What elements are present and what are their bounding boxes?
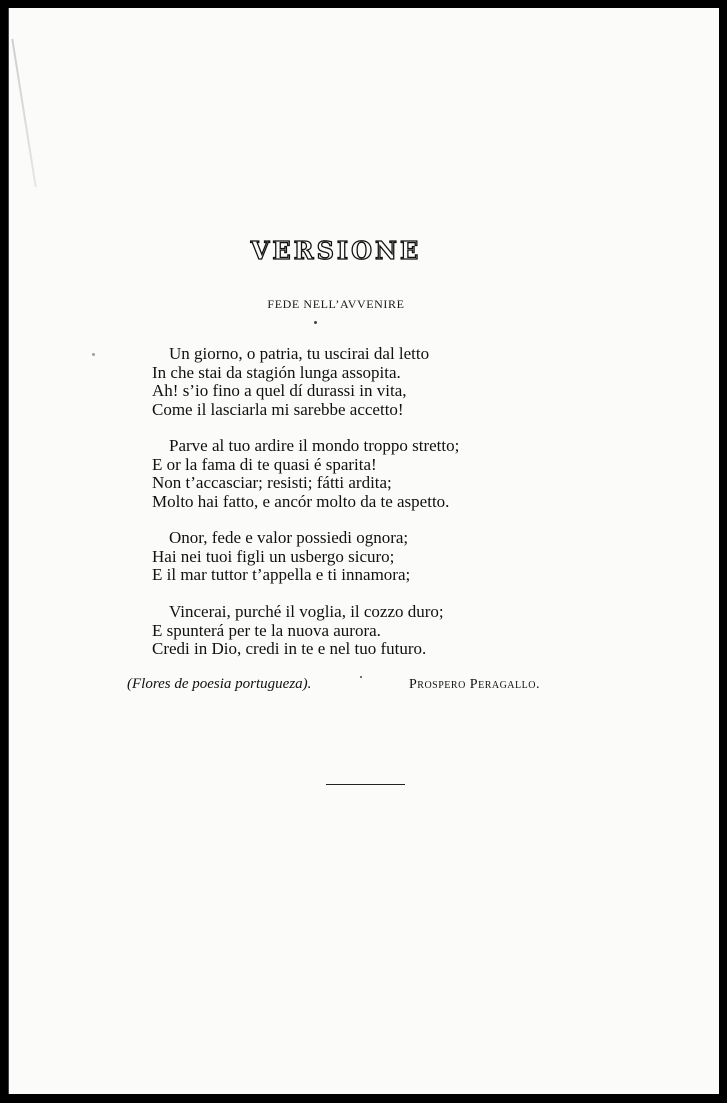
- page-crease: [11, 39, 36, 187]
- verse-line: E or la fama di te quasi é sparita!: [152, 454, 377, 474]
- verse-line: Come il lasciarla mi sarebbe accetto!: [152, 399, 404, 419]
- poem-title: VERSIONE: [250, 236, 422, 265]
- ink-speck: [360, 676, 362, 678]
- verse-line: Ah! s’io fino a quel dí durassi in vita,: [152, 381, 407, 400]
- ink-speck: [92, 353, 95, 356]
- verse-line: Onor, fede e valor possiedi ognora;: [169, 528, 409, 547]
- verse-line: Parve al tuo ardire il mondo troppo stretto;: [169, 436, 460, 455]
- verse-line: E spunterá per te la nuova aurora.: [152, 620, 381, 640]
- verse-line: Vincerai, purché il voglia, il cozzo duro;: [169, 602, 444, 621]
- verse-line: Un giorno, o patria, tu uscirai dal letto: [169, 344, 430, 363]
- stanza-4: [152, 603, 444, 659]
- verse-line: Credi in Dio, credi in te e nel tuo futuro.: [152, 639, 427, 658]
- verse-line: Molto hai fatto, e ancór molto da te aspetto.: [152, 491, 450, 511]
- verse-line: In che stai da stagión lunga assopita.: [152, 362, 401, 382]
- poem-source: (Flores de poesia portugueza).: [127, 676, 312, 692]
- stanza-1: [152, 345, 429, 419]
- verse-line: E il mar tuttor t’appella e ti innamora;: [152, 565, 411, 584]
- stanza-2: [152, 437, 459, 511]
- ink-speck: [314, 321, 317, 324]
- end-rule-divider: [326, 784, 405, 785]
- paper-sheet: [8, 8, 719, 1094]
- poem-author: Prospero Peragallo.: [409, 677, 540, 692]
- verse-line: Non t’accasciar; resisti; fátti ardita;: [152, 473, 392, 492]
- poem-subtitle: FEDE NELL’AVVENIRE: [267, 297, 405, 311]
- verse-line: Hai nei tuoi figli un usbergo sicuro;: [152, 546, 395, 566]
- stanza-3: [152, 529, 410, 585]
